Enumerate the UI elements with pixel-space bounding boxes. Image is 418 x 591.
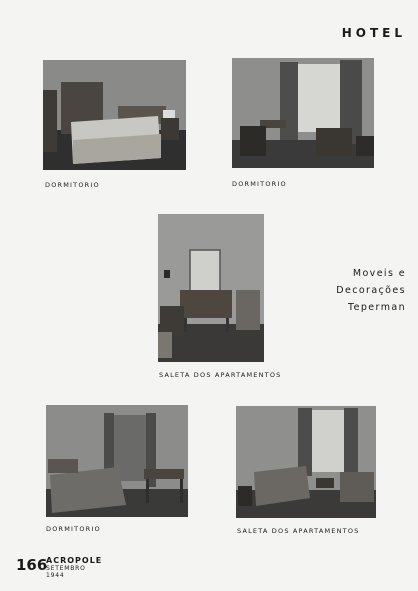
furniture-credit (306, 265, 406, 316)
photo-saleta-2 (236, 406, 376, 518)
photo-bedroom-1 (43, 60, 186, 170)
credit-line-3: Teperman (348, 302, 406, 313)
magazine-name: ACROPOLE (46, 556, 103, 565)
page-number: 166 (16, 556, 48, 574)
credit-line-2: Decorações (336, 285, 406, 296)
caption-bedroom-1: DORMITORIO (45, 181, 100, 189)
photo-bedroom-2 (232, 58, 374, 168)
issue-date: SETEMBRO 1944 (46, 565, 86, 579)
photo-saleta-1 (158, 214, 264, 362)
credit-line-1: Moveis e (352, 268, 406, 279)
caption-saleta-2: SALETA DOS APARTAMENTOS (237, 527, 360, 535)
photo-bedroom-3 (46, 405, 188, 517)
caption-bedroom-2: DORMITORIO (232, 180, 287, 188)
caption-saleta-1: SALETA DOS APARTAMENTOS (159, 371, 282, 379)
caption-bedroom-3: DORMITORIO (46, 525, 101, 533)
page-title: HOTEL (341, 26, 406, 40)
